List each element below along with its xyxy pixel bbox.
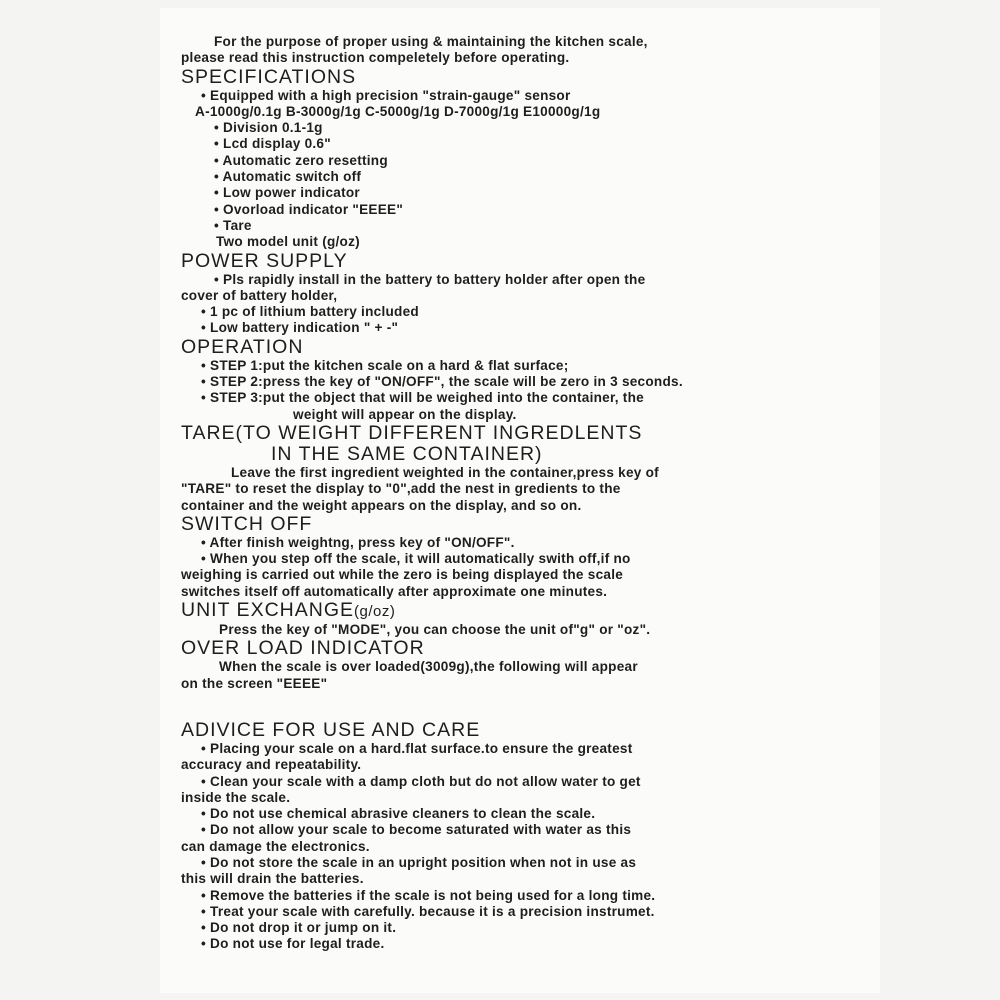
- advice-line: • Do not drop it or jump on it.: [201, 920, 397, 936]
- switch-off-line: • When you step off the scale, it will automatically swith off,if no: [201, 551, 631, 567]
- switch-off-line: • After finish weightng, press key of "ON/OFF".: [201, 534, 515, 550]
- spec-line: • Division 0.1-1g: [214, 120, 323, 136]
- power-line: • Pls rapidly install in the battery to battery holder after open the: [214, 271, 646, 287]
- spec-line: • Automatic switch off: [214, 169, 362, 185]
- power-line: • Low battery indication " + -": [201, 320, 399, 336]
- unit-exchange-heading-suffix: (g/oz): [354, 603, 396, 621]
- spec-line: • Tare: [214, 217, 252, 233]
- unit-exchange-heading-text: UNIT EXCHANGE: [181, 599, 354, 622]
- advice-line: • Do not use for legal trade.: [201, 936, 385, 952]
- advice-line: • Do not store the scale in an upright position when not in use as: [201, 854, 637, 870]
- tare-line: container and the weight appears on the display, and so on.: [181, 497, 582, 513]
- advice-line: • Clean your scale with a damp cloth but do not allow water to get: [201, 773, 641, 789]
- advice-line: • Treat your scale with carefully. because it is a precision instrumet.: [201, 903, 655, 919]
- operation-line: weight will appear on the display.: [293, 406, 517, 422]
- over-load-heading: OVER LOAD INDICATOR: [181, 637, 425, 660]
- spec-line: • Ovorload indicator "EEEE": [214, 201, 404, 217]
- advice-line: • Do not allow your scale to become saturated with water as this: [201, 822, 632, 838]
- spec-line: • Lcd display 0.6": [214, 136, 331, 152]
- advice-heading: ADIVICE FOR USE AND CARE: [181, 718, 481, 741]
- power-line: • 1 pc of lithium battery included: [201, 304, 419, 320]
- operation-line: • STEP 2:press the key of "ON/OFF", the scale will be zero in 3 seconds.: [201, 374, 683, 390]
- tare-heading: TARE(TO WEIGHT DIFFERENT INGREDLENTS: [181, 421, 643, 444]
- over-load-line: on the screen "EEEE": [181, 675, 328, 691]
- operation-heading: OPERATION: [181, 335, 304, 358]
- tare-heading-continued: IN THE SAME CONTAINER): [271, 442, 543, 465]
- switch-off-line: switches itself off automatically after approximate one minutes.: [181, 583, 608, 599]
- spec-models-line: A-1000g/0.1g B-3000g/1g C-5000g/1g D-7000g/1g E10000g/1g: [195, 103, 601, 119]
- spec-line: Two model unit (g/oz): [216, 234, 360, 250]
- intro-line-1: For the purpose of proper using & maintaining the kitchen scale,: [214, 34, 648, 49]
- advice-line: • Do not use chemical abrasive cleaners to clean the scale.: [201, 806, 596, 822]
- unit-exchange-line: Press the key of "MODE", you can choose the unit of"g" or "oz".: [219, 622, 651, 638]
- switch-off-heading: SWITCH OFF: [181, 512, 313, 535]
- advice-line: • Remove the batteries if the scale is not being used for a long time.: [201, 887, 656, 903]
- over-load-line: When the scale is over loaded(3009g),the following will appear: [219, 659, 638, 675]
- spec-line: • Low power indicator: [214, 185, 360, 201]
- instruction-document: [181, 34, 831, 953]
- spec-line: • Equipped with a high precision "strain-gauge" sensor: [201, 87, 571, 103]
- operation-line: • STEP 1:put the kitchen scale on a hard & flat surface;: [201, 357, 569, 373]
- advice-line: • Placing your scale on a hard.flat surface.to ensure the greatest: [201, 740, 633, 756]
- intro-line-2: please read this instruction compeletely before operating.: [181, 50, 570, 66]
- advice-line: this will drain the batteries.: [181, 871, 364, 887]
- power-supply-heading: POWER SUPPLY: [181, 249, 348, 272]
- section-spacer: [181, 692, 831, 720]
- tare-line: Leave the first ingredient weighted in the container,press key of: [231, 464, 659, 480]
- advice-line: can damage the electronics.: [181, 838, 370, 854]
- specifications-heading: SPECIFICATIONS: [181, 65, 357, 88]
- unit-exchange-heading: [181, 600, 831, 622]
- advice-line: accuracy and repeatability.: [181, 757, 362, 773]
- power-line: cover of battery holder,: [181, 287, 338, 303]
- tare-line: "TARE" to reset the display to "0",add the nest in gredients to the: [181, 481, 621, 497]
- advice-line: inside the scale.: [181, 789, 291, 805]
- operation-line: • STEP 3:put the object that will be weighed into the container, the: [201, 390, 644, 406]
- switch-off-line: weighing is carried out while the zero is being displayed the scale: [181, 567, 624, 583]
- spec-line: • Automatic zero resetting: [214, 152, 388, 168]
